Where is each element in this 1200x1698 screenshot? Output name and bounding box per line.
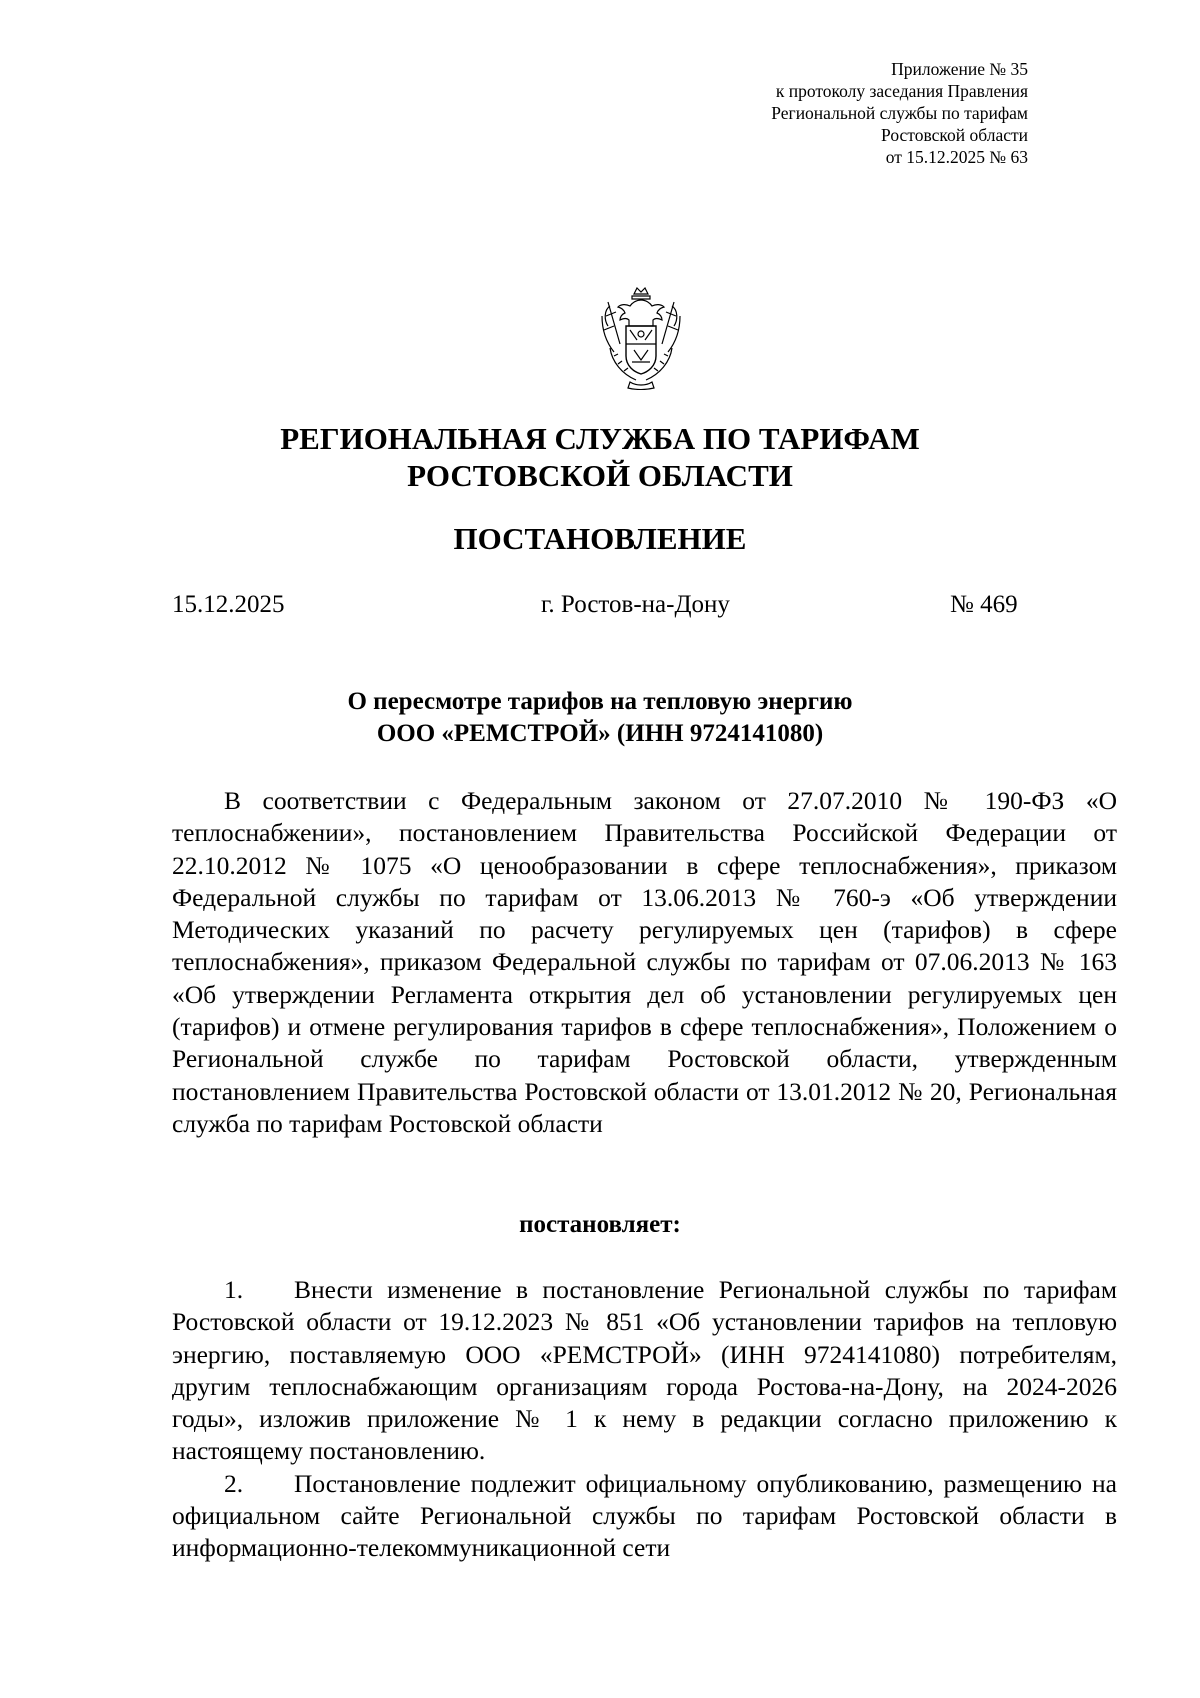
document-city: г. Ростов-на-Дону — [541, 591, 730, 618]
appendix-line: Региональной службы по тарифам — [771, 103, 1028, 123]
document-type: ПОСТАНОВЛЕНИЕ — [453, 521, 747, 556]
rostov-oblast-coat-of-arms-icon — [596, 286, 686, 390]
subject-line: ООО «РЕМСТРОЙ» (ИНН 9724141080) — [376, 720, 824, 747]
preamble — [172, 785, 1117, 1140]
preamble-paragraph: В соответствии с Федеральным законом от 27.07.2010 № 190-ФЗ «О теплоснабжении», постановлением Правительства Российской Федерации от 22.10.2012 № 1075 «О ценообразовании в сфере теплоснабжения», приказом Федеральной службы по тарифам от 13.06.2013 № 760-э «Об утверждении Методических указаний по расчету регулируемых цен (тарифов) в сфере теплоснабжения», приказом Федеральной службы по тарифам от 07.06.2013 № 163 «Об утверждении Регламента открытия дел об установлении регулируемых цен (тарифов) и отмене регулирования тарифов в сфере теплоснабжения», Положением о Региональной службе по тарифам Ростовской области, утвержденным постановлением Правительства Ростовской области от 13.01.2012 № 20, Региональная служба по тарифам Ростовской области — [172, 786, 1117, 1138]
agency-title-line: РОСТОВСКОЙ ОБЛАСТИ — [407, 458, 793, 493]
resolution-item — [172, 1274, 1117, 1468]
resolution-item — [172, 1468, 1117, 1565]
appendix-line: от 15.12.2025 № 63 — [885, 147, 1028, 167]
decides-heading: постановляет: — [519, 1211, 681, 1238]
document-date: 15.12.2025 — [172, 591, 285, 618]
appendix-line: к протоколу заседания Правления — [775, 81, 1028, 101]
agency-title — [200, 420, 1000, 494]
document-number: № 469 — [950, 591, 1018, 618]
subject-line: О пересмотре тарифов на тепловую энергию — [347, 688, 853, 715]
appendix-note — [771, 58, 1028, 168]
document-subject — [200, 686, 1000, 750]
appendix-line: Приложение № 35 — [891, 59, 1028, 79]
agency-title-line: РЕГИОНАЛЬНАЯ СЛУЖБА ПО ТАРИФАМ — [280, 421, 920, 456]
item-number: 2. — [224, 1468, 244, 1498]
item-text: Постановление подлежит официальному опубликованию, размещению на официальном сайте Региональной службы по тарифам Ростовской области в информационно-телекоммуникационной сети — [172, 1468, 1117, 1563]
item-number: 1. — [224, 1275, 244, 1304]
item-text: Внести изменение в постановление Региональной службы по тарифам Ростовской области от 19.12.2023 № 851 «Об установлении тарифов на тепловую энергию, поставляемую ООО «РЕМСТРОЙ» (ИНН 9724141080) потребителям, другим теплоснабжающим организациям города Ростова-на-Дону, на 2024-2026 годы», изложив приложение № 1 к нему в редакции согласно приложению к настоящему постановлению. — [172, 1275, 1117, 1466]
appendix-line: Ростовской области — [881, 125, 1028, 145]
resolution-items — [172, 1274, 1117, 1565]
